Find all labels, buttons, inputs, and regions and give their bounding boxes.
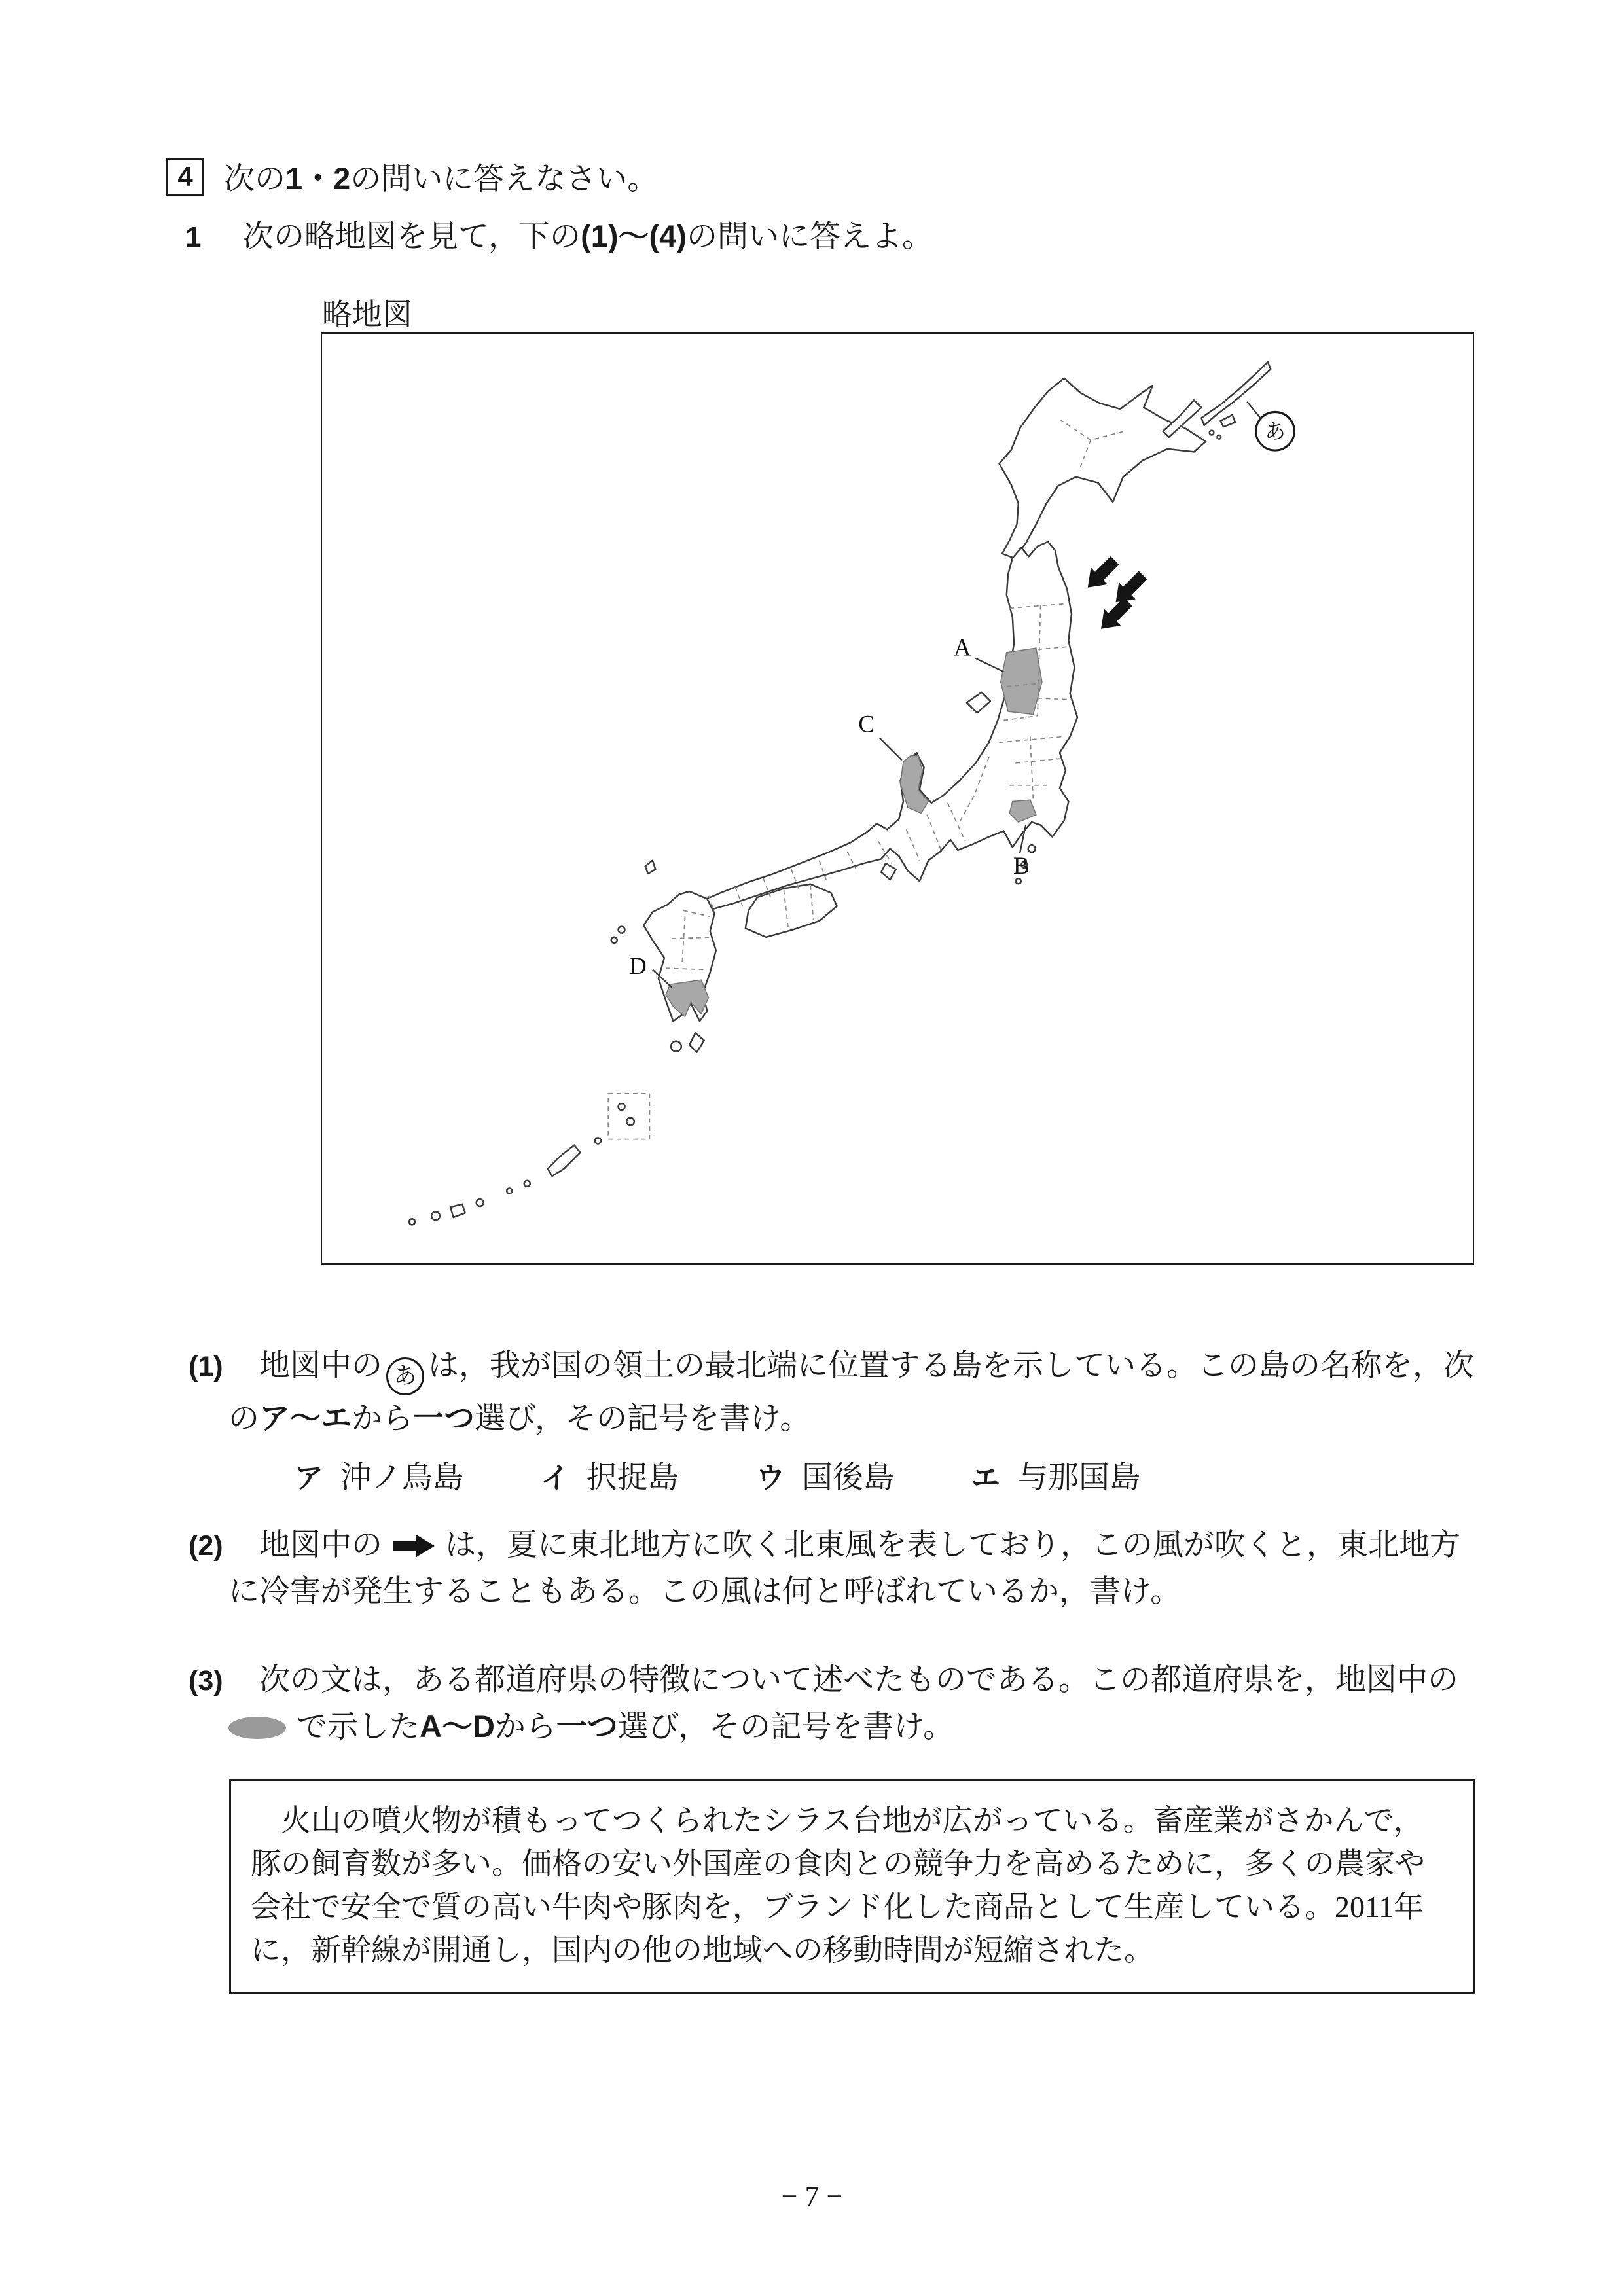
map-label-C-leader (880, 738, 902, 761)
question-3-text-c: から (494, 1710, 556, 1744)
option-u-key: ウ (756, 1462, 785, 1494)
question-1-range-bold: ア〜エ (259, 1400, 352, 1435)
wind-arrow-1 (1079, 552, 1123, 596)
subquestion1-text-range: (1)〜(4) (581, 219, 687, 253)
island-miyako (477, 1199, 484, 1206)
option-i-key: イ (541, 1462, 569, 1494)
option-i-label: 択捉島 (586, 1460, 679, 1495)
map-label-A: A (953, 634, 971, 662)
passage-line-2: 豚の飼育数が多い。価格の安い外国産の食肉との競争力を高めるために，多くの農家や (251, 1847, 1425, 1880)
question-3-number: (3) (189, 1665, 223, 1696)
map-frame (321, 332, 1474, 1265)
question-2-text-b: は，夏に東北地方に吹く北東風を表しており，この風が吹くと，東北地方 (445, 1528, 1460, 1562)
question-1-options (189, 1455, 1530, 1501)
question4-title-post: の問いに答えなさい。 (350, 162, 659, 196)
island-tsushima (645, 861, 656, 874)
question4-header (166, 154, 658, 198)
page-number: − 7 − (781, 2180, 843, 2212)
island-habomai-1 (1210, 431, 1214, 435)
question4-number-box: 4 (166, 158, 204, 196)
question-1-line-1 (189, 1343, 1530, 1395)
kana-marker-text: あ (1265, 420, 1286, 444)
question-1-text-e: 選び，その記号を書け。 (475, 1401, 811, 1436)
island-izu-1 (1028, 845, 1036, 852)
question-1 (189, 1343, 1530, 1501)
shaded-region-A (1001, 648, 1042, 714)
option-a (295, 1455, 463, 1501)
wind-arrows (1079, 552, 1151, 637)
question-3-line-2 (189, 1704, 1530, 1750)
island-ryukyu-2 (524, 1181, 530, 1187)
question-3-text-d: 選び，その記号を書け。 (617, 1710, 954, 1744)
option-e-key: エ (971, 1462, 1000, 1494)
question-3-text-a: 次の文は，ある都道府県の特徴について述べたものである。この都道府県を，地図中の (259, 1663, 1459, 1697)
option-a-label: 沖ノ鳥島 (340, 1460, 463, 1495)
amami-inset-box (608, 1094, 649, 1139)
island-ryukyu-3 (507, 1188, 512, 1193)
island-habomai-2 (1217, 435, 1221, 439)
map-label-B: B (1013, 852, 1030, 880)
question4-title-bold: 1・2 (285, 161, 351, 196)
passage-line-3: 会社で安全で質の高い牛肉や豚肉を，ブランド化した商品として生産している。2011年 (251, 1890, 1424, 1924)
option-i (541, 1455, 679, 1501)
wind-arrow-inline-icon (393, 1535, 435, 1557)
map-label-C: C (858, 711, 875, 738)
island-ryukyu-1 (595, 1138, 601, 1143)
question-1-text-a: 地図中の (259, 1349, 382, 1383)
island-shikotan (1221, 415, 1236, 427)
question-3-one-bold: 一つ (556, 1709, 618, 1744)
subquestion1-text-post: の問いに答えよ。 (686, 220, 933, 254)
option-u (756, 1455, 894, 1501)
subquestion1-number: 1 (185, 221, 202, 253)
question-1-number: (1) (189, 1351, 223, 1382)
island-iriomote (431, 1212, 440, 1221)
map-label-A-leader (975, 658, 1003, 672)
island-awaji (881, 863, 896, 880)
shaded-region-inline-icon (228, 1717, 286, 1739)
passage-box (229, 1779, 1475, 1994)
question-2-line-2 (189, 1569, 1530, 1615)
question-3-range-bold: A〜D (420, 1709, 495, 1744)
island-tanegashima (689, 1033, 704, 1052)
island-ishigaki (450, 1204, 465, 1217)
island-sado (967, 692, 990, 713)
island-hokkaido (1000, 378, 1206, 558)
question-2-text-c: に冷害が発生することもある。この風は何と呼ばれているか，書け。 (228, 1575, 1182, 1609)
question-2-line-1 (189, 1522, 1530, 1569)
question-1-text-d: から (352, 1401, 413, 1436)
option-e (971, 1455, 1140, 1501)
question-1-one-bold: 一つ (413, 1400, 475, 1435)
japan-map (322, 334, 1473, 1263)
map-label-D: D (628, 953, 647, 980)
island-goto-2 (611, 937, 617, 943)
island-etorofu (1201, 362, 1271, 425)
island-amami-2 (626, 1118, 634, 1126)
passage-line-4: に，新幹線が開通し，国内の他の地域への移動時間が短縮された。 (251, 1933, 1154, 1967)
map-caption: 略地図 (322, 298, 412, 331)
landmass-group (409, 362, 1271, 1225)
option-u-label: 国後島 (802, 1460, 894, 1495)
question-1-text-c: の (228, 1401, 259, 1436)
question-1-text-b: は，我が国の領土の最北端に位置する島を示している。この島の名称を，次 (428, 1349, 1474, 1383)
question-3-line-1 (189, 1657, 1530, 1704)
island-amami-1 (619, 1103, 625, 1110)
island-goto-1 (619, 927, 625, 933)
question4-title (224, 154, 658, 198)
kana-marker-leader (1247, 402, 1260, 418)
island-yakushima (671, 1041, 681, 1052)
question-1-line-2 (189, 1395, 1530, 1442)
island-yonaguni (409, 1219, 415, 1225)
subquestion1-text-pre: 次の略地図を見て，下の (243, 220, 581, 254)
question-2-text-a: 地図中の (259, 1528, 382, 1562)
question-3 (189, 1657, 1530, 1750)
option-a-key: ア (295, 1462, 323, 1494)
question4-title-pre: 次の (224, 162, 285, 196)
island-okinawa (548, 1145, 581, 1176)
question-2-number: (2) (189, 1530, 223, 1562)
kana-a-circled-icon: あ (386, 1357, 424, 1395)
option-e-label: 与那国島 (1017, 1460, 1140, 1495)
subquestion1-header (185, 212, 933, 256)
question-3-text-b: で示した (297, 1710, 420, 1744)
passage-line-1: 火山の噴火物が積もってつくられたシラス台地が広がっている。畜産業がさかんで， (251, 1804, 1424, 1837)
question-2 (189, 1522, 1530, 1615)
